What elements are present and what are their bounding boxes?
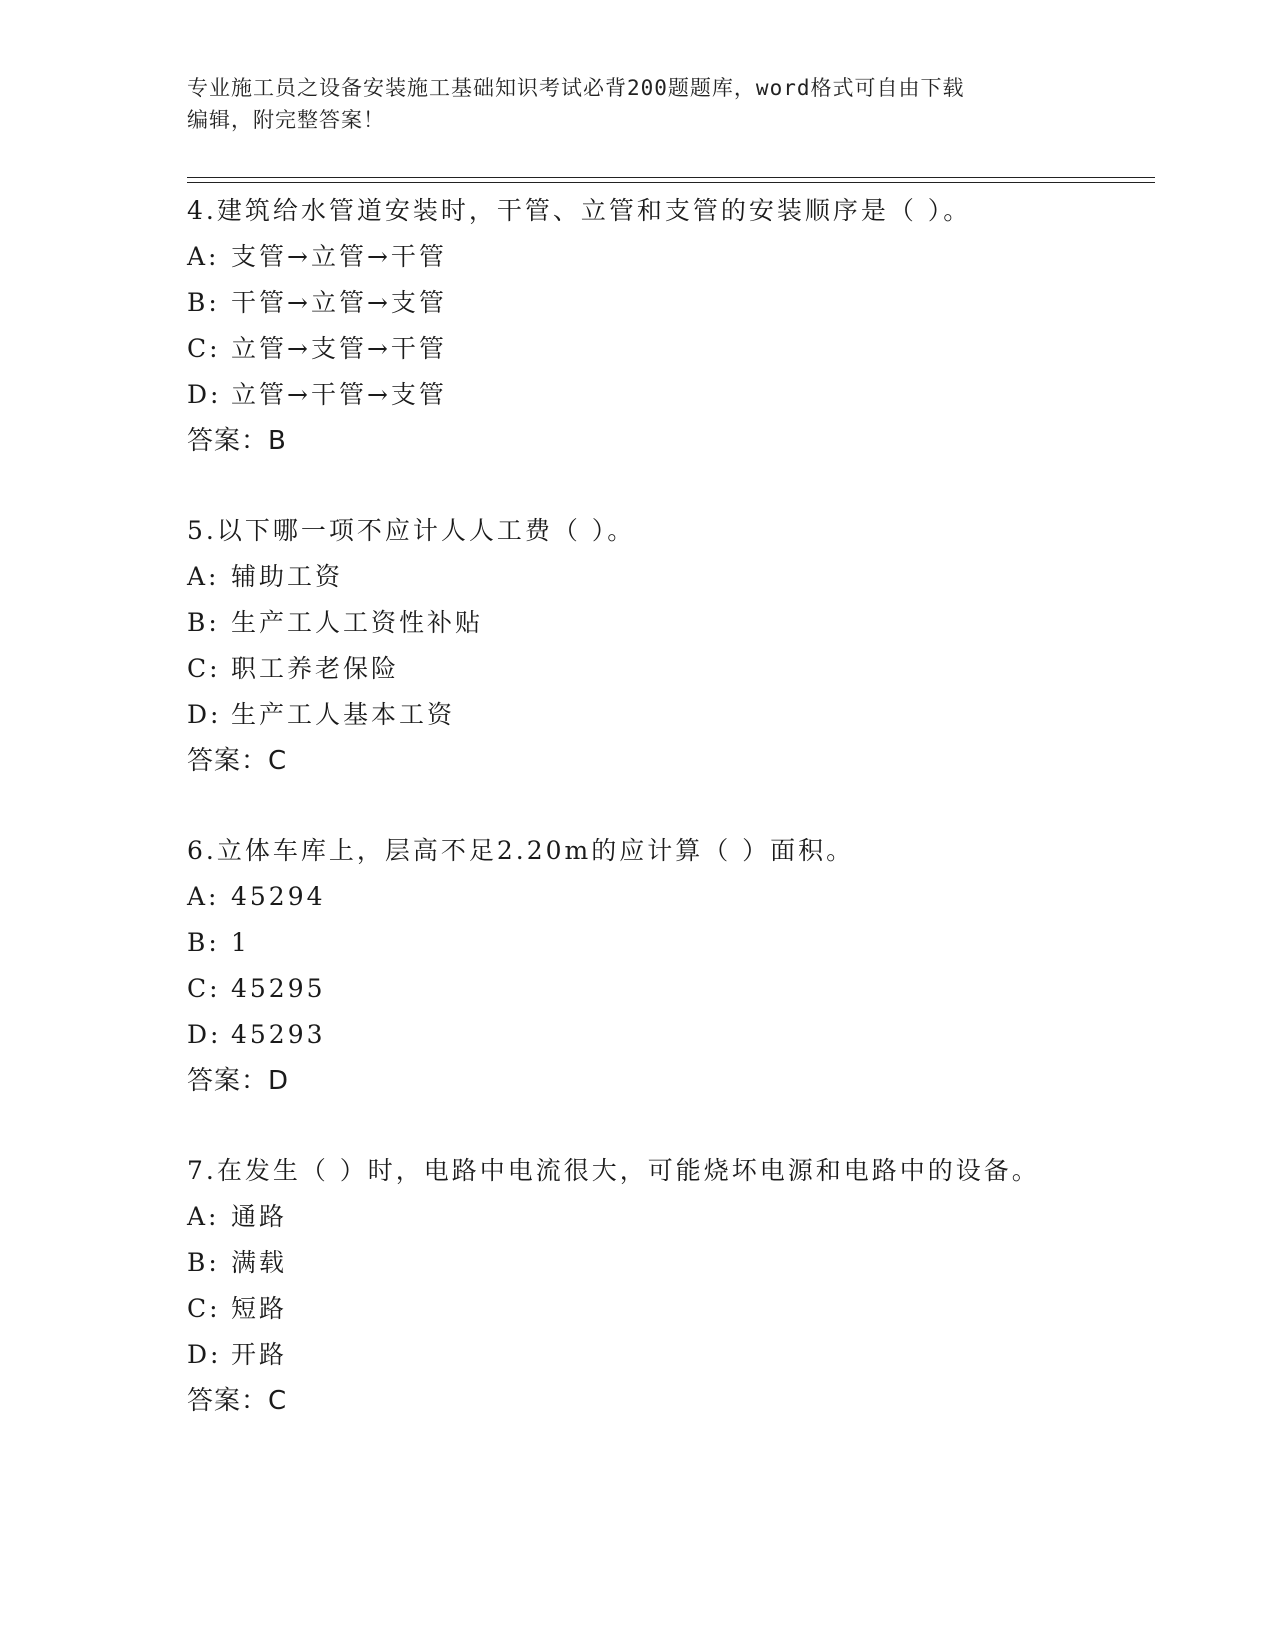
question-block [187,1148,1147,1424]
option-label: A: [187,562,220,591]
answer-line: 答案：C [187,746,288,776]
option-b [187,600,1147,646]
option-c [187,326,1147,372]
question-title: 7.在发生（ ）时，电路中电流很大，可能烧坏电源和电路中的设备。 [187,1156,1040,1185]
option-c [187,646,1147,692]
option-text: 立管→干管→支管 [231,380,447,409]
answer-line: 答案：D [187,1066,290,1096]
option-label: B: [187,608,220,637]
option-a [187,234,1147,280]
option-text: 1 [231,928,250,957]
option-text: 45294 [231,882,326,911]
question-title: 5.以下哪一项不应计人人工费（ ）。 [187,516,636,545]
option-text: 短路 [231,1294,288,1323]
option-text: 干管→立管→支管 [231,288,447,317]
option-label: A: [187,882,220,911]
option-text: 职工养老保险 [231,654,400,683]
option-text: 生产工人基本工资 [231,700,456,729]
option-text: 通路 [231,1202,288,1231]
question-title: 4.建筑给水管道安装时，干管、立管和支管的安装顺序是（ ）。 [187,196,972,225]
option-label: B: [187,288,220,317]
option-text: 辅助工资 [231,562,344,591]
option-d [187,692,1147,738]
option-label: B: [187,928,220,957]
header-divider-bottom [187,182,1155,183]
option-d [187,372,1147,418]
question-block [187,188,1147,464]
option-text: 45293 [231,1020,326,1049]
option-text: 45295 [231,974,326,1003]
option-c [187,1286,1147,1332]
option-text: 支管→立管→干管 [231,242,447,271]
option-label: C: [187,1294,221,1323]
option-d [187,1332,1147,1378]
option-b [187,920,1147,966]
option-label: C: [187,974,221,1003]
option-c [187,966,1147,1012]
header-line-1: 专业施工员之设备安装施工基础知识考试必背200题题库，word格式可自由下载 [187,76,965,100]
option-label: D: [187,1340,222,1369]
option-a [187,554,1147,600]
option-label: D: [187,1020,222,1049]
option-label: C: [187,654,221,683]
option-b [187,280,1147,326]
option-text: 立管→支管→干管 [231,334,447,363]
document-header [187,72,1087,136]
option-label: B: [187,1248,220,1277]
option-text: 生产工人工资性补贴 [231,608,484,637]
question-block [187,828,1147,1104]
option-a [187,1194,1147,1240]
option-label: D: [187,700,222,729]
option-text: 满载 [231,1248,288,1277]
answer-line: 答案：B [187,426,287,456]
option-text: 开路 [231,1340,288,1369]
answer-line: 答案：C [187,1386,288,1416]
question-block [187,508,1147,784]
option-a [187,874,1147,920]
option-label: D: [187,380,222,409]
option-d [187,1012,1147,1058]
option-label: C: [187,334,221,363]
option-label: A: [187,1202,220,1231]
header-divider-top [187,177,1155,178]
question-title: 6.立体车库上，层高不足2.20m的应计算（ ）面积。 [187,836,855,865]
option-label: A: [187,242,220,271]
option-b [187,1240,1147,1286]
header-line-2: 编辑，附完整答案！ [187,108,385,132]
